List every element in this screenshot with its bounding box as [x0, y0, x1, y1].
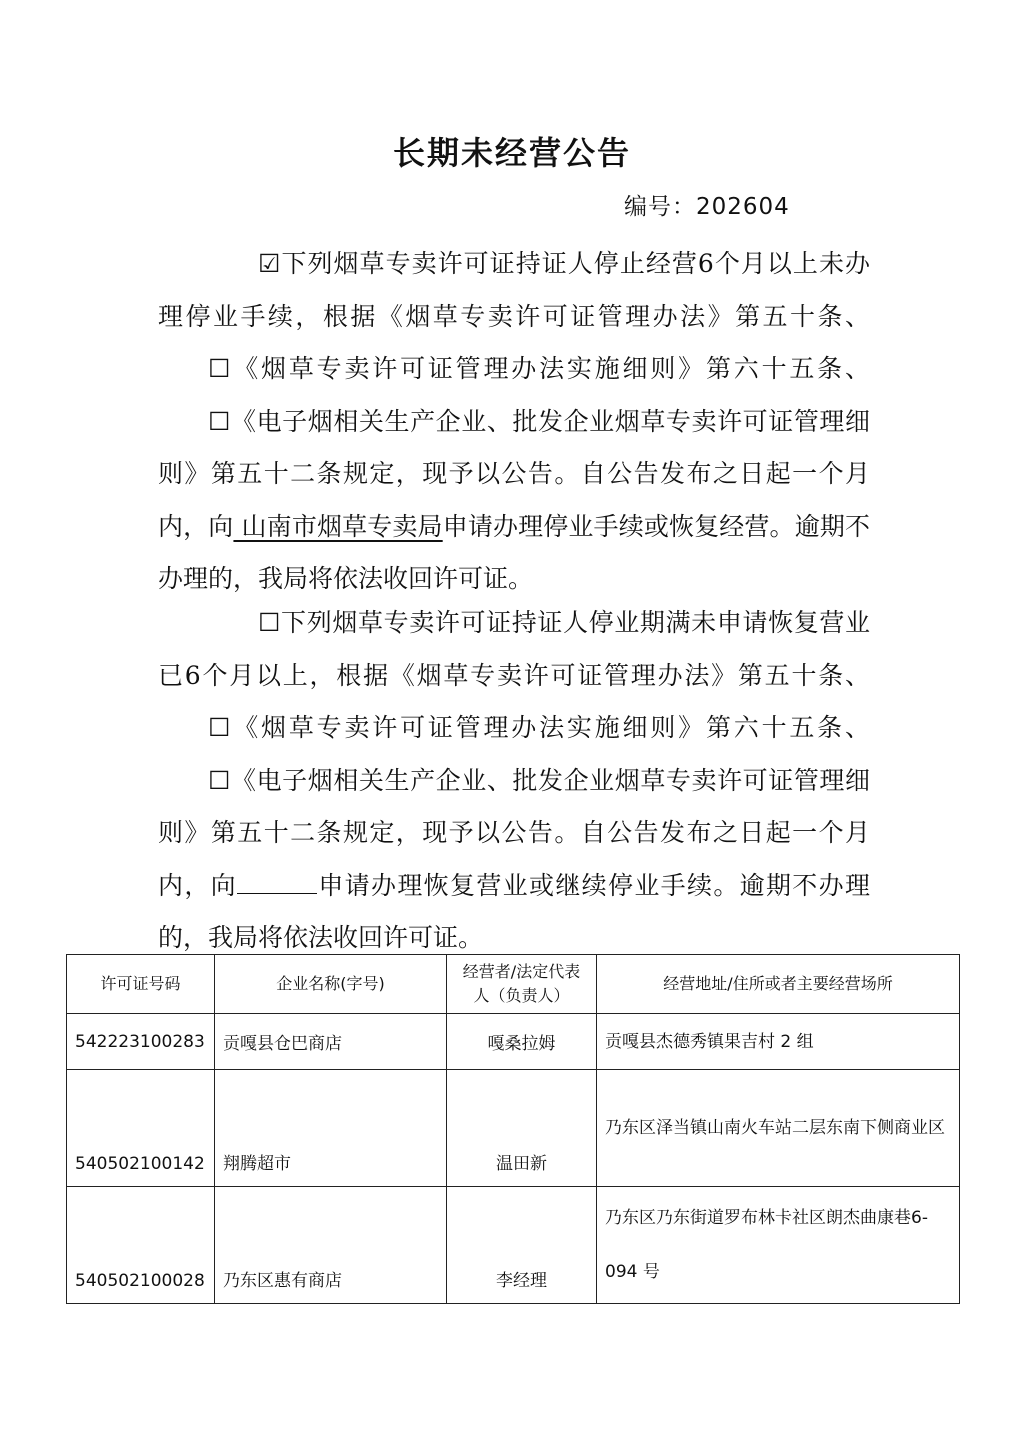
license-number: 540502100028: [67, 1187, 215, 1304]
license-table: [66, 954, 960, 1304]
serial-number: 编号：202604: [624, 194, 790, 220]
paragraph-text: 申请办理停业手续或恢复经营。逾期不办理的，我局将依法收回许可证。: [158, 511, 870, 593]
license-number: 542223100283: [67, 1014, 215, 1070]
table-row: [67, 1187, 960, 1304]
paragraph-text: 下列烟草专卖许可证持证人停止经营6个月以上未办理停业手续，根据《烟草专卖许可证管理办法》第五十条、: [158, 249, 870, 331]
unchecked-checkbox-icon: ☐: [208, 354, 231, 383]
paragraph-text: 申请办理恢复营业或继续停业手续。逾期不办理的，我局将依法收回许可证。: [158, 870, 870, 952]
header-license: 许可证号码: [67, 955, 215, 1014]
business-name: 翔腾超市: [215, 1070, 447, 1187]
unchecked-checkbox-icon: ☐: [258, 608, 281, 637]
table-header-row: [67, 955, 960, 1014]
operator-name: 嘎桑拉姆: [447, 1014, 597, 1070]
header-address: 经营地址/住所或者主要经营场所: [597, 955, 960, 1014]
paragraph-text: 下列烟草专卖许可证持证人停业期满未申请恢复营业已6个月以上，根据《烟草专卖许可证管理办法》第五十条、: [158, 608, 870, 690]
paragraph-text: 《电子烟相关生产企业、批发企业烟草专卖许可证管理细则》第五十二条规定，现予以公告。自公告发布之日起一个月内，向: [158, 406, 870, 541]
blank-fill-line: [237, 875, 317, 894]
notice-paragraph-1: [158, 238, 870, 606]
unchecked-checkbox-icon: ☐: [208, 713, 231, 742]
license-number: 540502100142: [67, 1070, 215, 1187]
header-name: 企业名称(字号): [215, 955, 447, 1014]
operator-name: 温田新: [447, 1070, 597, 1187]
business-address: 乃东区泽当镇山南火车站二层东南下侧商业区: [597, 1070, 960, 1187]
header-operator: 经营者/法定代表人（负责人）: [447, 955, 597, 1014]
notice-paragraph-2: [158, 597, 870, 965]
paragraph-text: 《烟草专卖许可证管理办法实施细则》第六十五条、: [230, 354, 870, 383]
operator-name: 李经理: [447, 1187, 597, 1304]
unchecked-checkbox-icon: ☐: [208, 765, 231, 795]
business-name: 乃东区惠有商店: [215, 1187, 447, 1304]
unchecked-checkbox-icon: ☐: [208, 406, 231, 436]
checked-checkbox-icon: ☑: [258, 249, 281, 278]
business-name: 贡嘎县仓巴商店: [215, 1014, 447, 1070]
table-row: [67, 1070, 960, 1187]
authority-name: 山南市烟草专卖局: [233, 511, 443, 541]
paragraph-text: 《烟草专卖许可证管理办法实施细则》第六十五条、: [230, 713, 870, 742]
page-title: 长期未经营公告: [392, 134, 631, 172]
table-row: [67, 1014, 960, 1070]
business-address: 贡嘎县杰德秀镇果吉村 2 组: [597, 1014, 960, 1070]
business-address: 乃东区乃东街道罗布林卡社区朗杰曲康巷6-094 号: [597, 1187, 960, 1304]
paragraph-text: 《电子烟相关生产企业、批发企业烟草专卖许可证管理细则》第五十二条规定，现予以公告。自公告发布之日起一个月内，向: [158, 765, 870, 900]
